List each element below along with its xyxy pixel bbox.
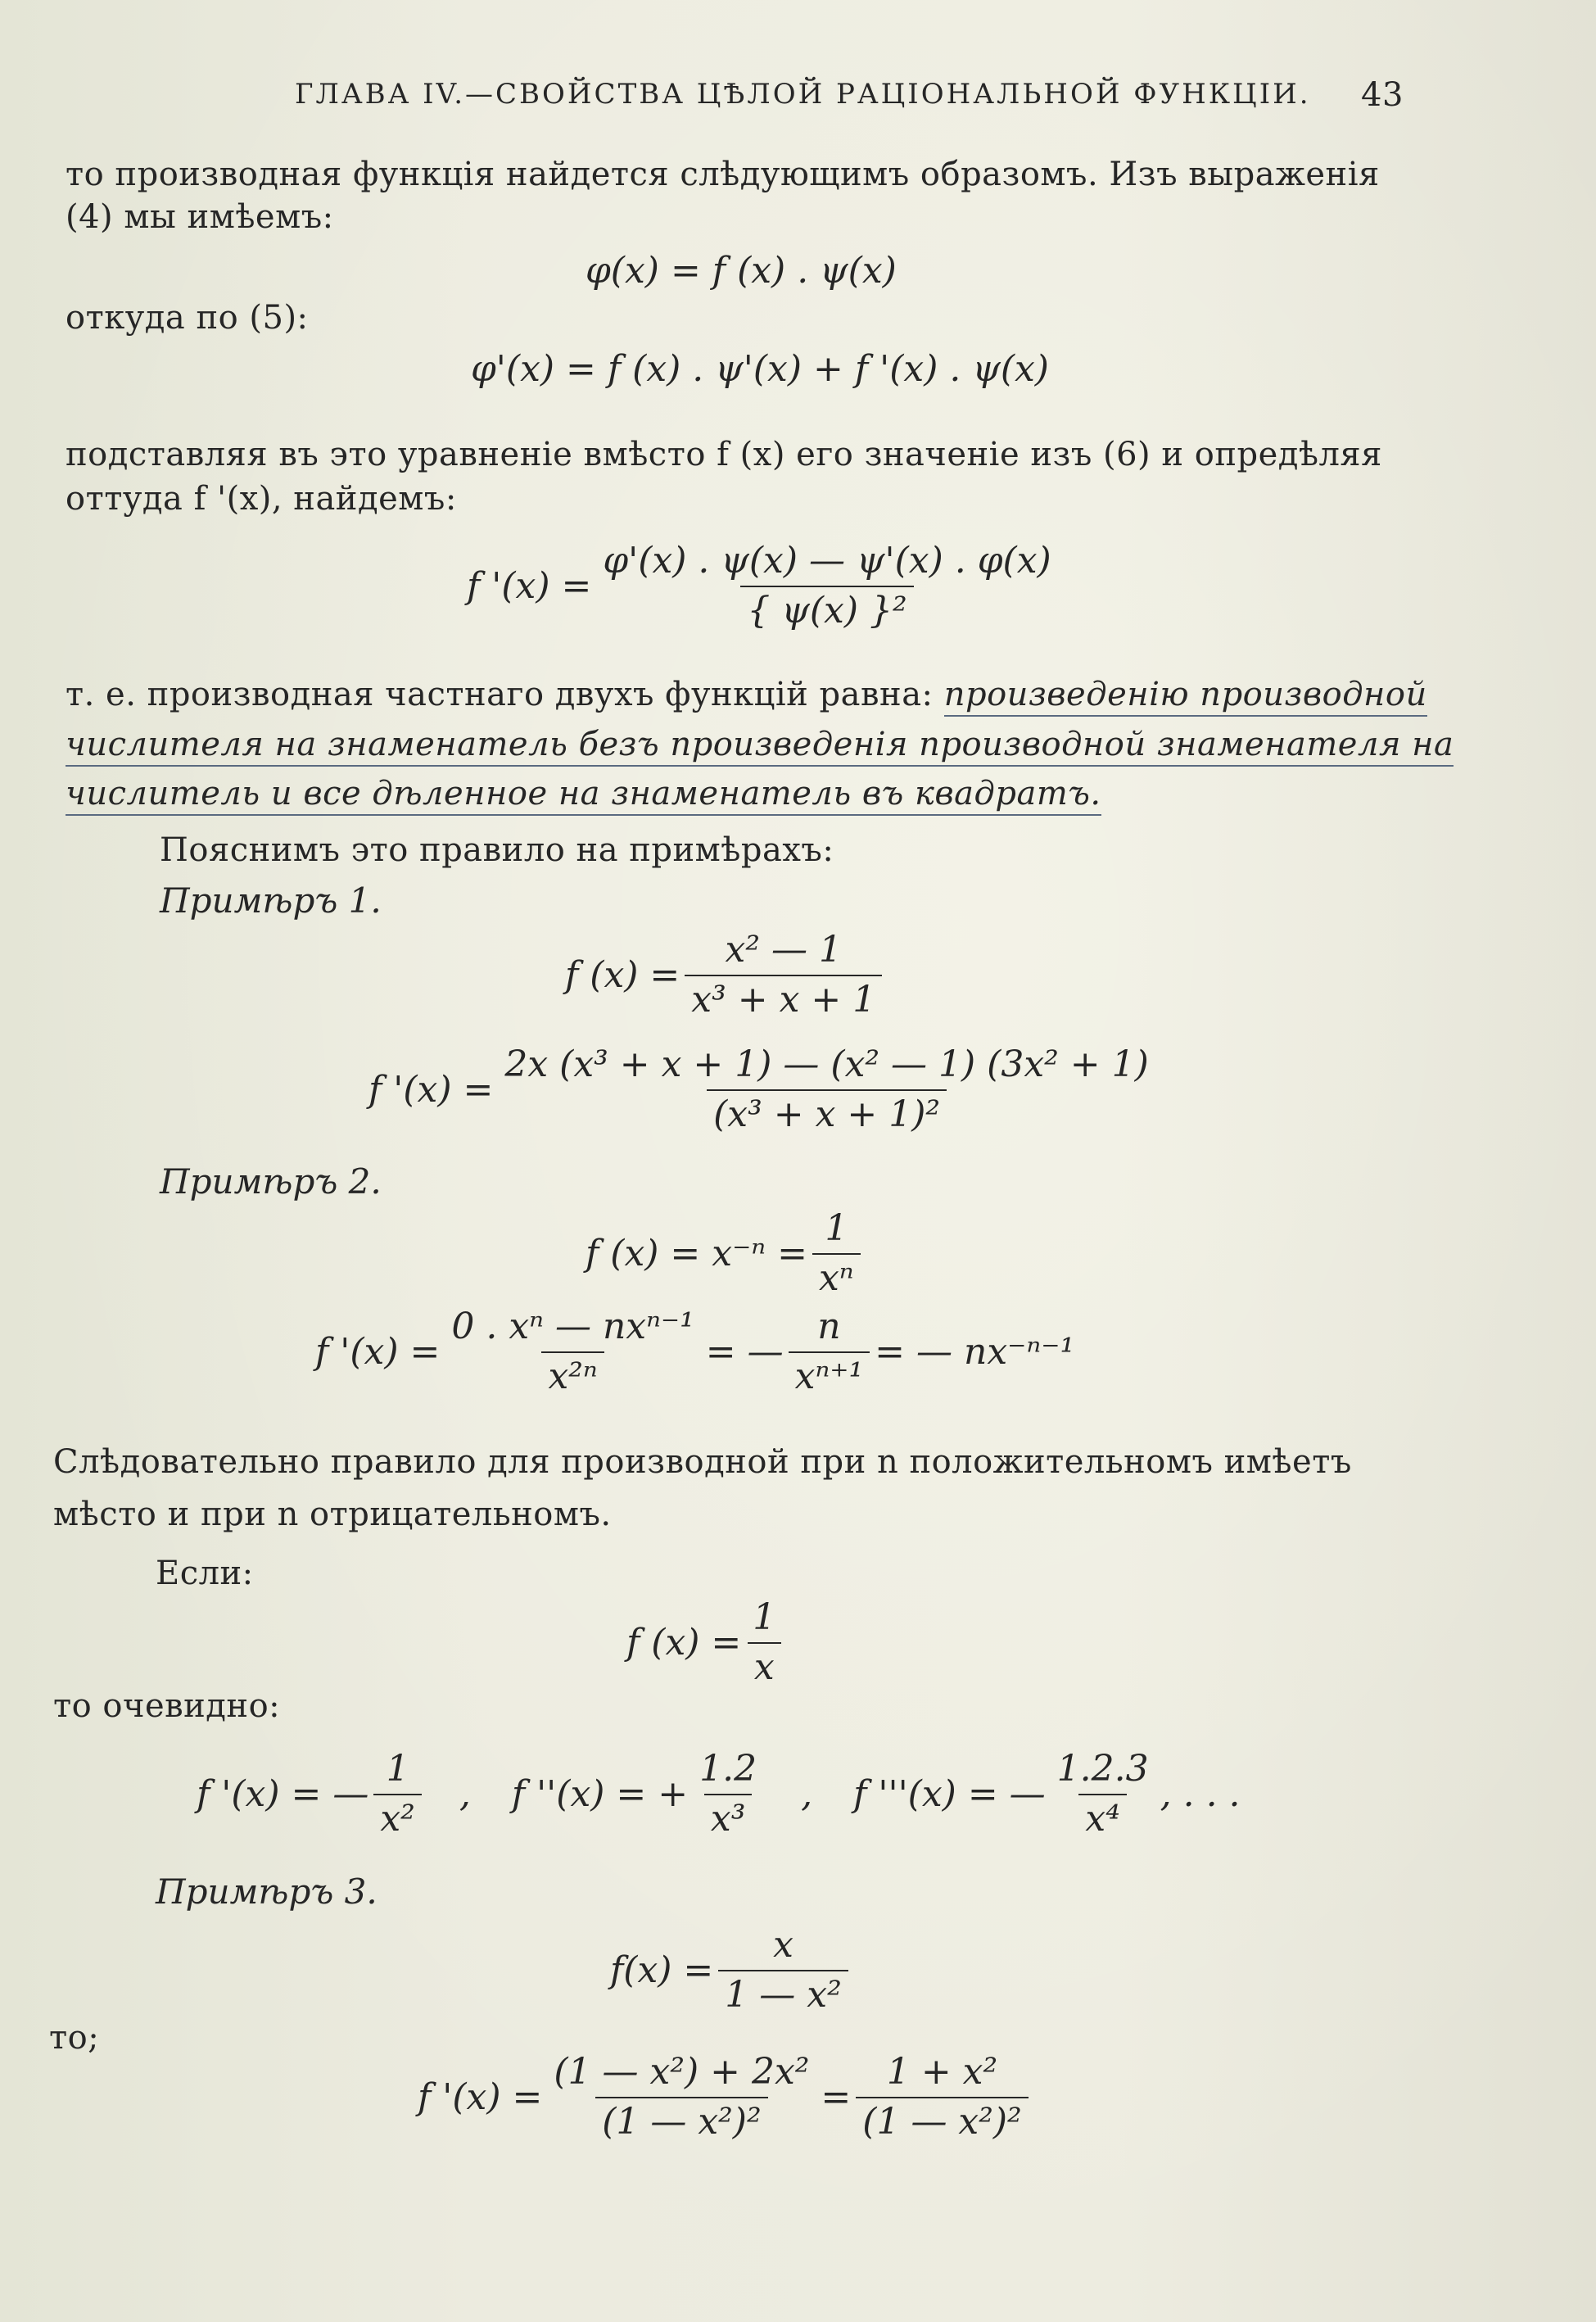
eq3-fraction: [596, 541, 1057, 631]
ex3-d-eq: =: [821, 2076, 852, 2119]
eq5-b-fraction: [693, 1749, 763, 1840]
ex3-f-lhs: f(x) =: [610, 1949, 714, 1992]
ex1-d-fraction: [498, 1044, 1155, 1135]
eq5-sep2: ,: [801, 1773, 813, 1816]
ex2-f-num: 1: [825, 1207, 848, 1249]
ex2-d-end: = — nx⁻ⁿ⁻¹: [875, 1331, 1075, 1374]
example3-d: [418, 2052, 1033, 2143]
eq4-den: x: [748, 1642, 781, 1689]
ex1-f-den: x³ + x + 1: [685, 975, 882, 1021]
eq4-lhs: f (x) =: [626, 1622, 742, 1664]
page-number: 43: [1361, 76, 1404, 114]
eq5-c-fraction: [1051, 1749, 1155, 1840]
ex3-f-num: x: [773, 1924, 793, 1966]
ex3-d-num1: (1 — x²) + 2x²: [554, 2051, 810, 2093]
para2: откуда по (5):: [66, 299, 309, 337]
example1-f: [565, 930, 887, 1021]
ex2-f-fraction: [812, 1208, 861, 1299]
rule-emph-3: числитель и все дѣленное на знаменатель въ квадратъ.: [66, 775, 1101, 816]
ex2-f-text: f (x) = x⁻ⁿ =: [586, 1233, 807, 1275]
example1-d: [368, 1044, 1160, 1135]
para5: то очевидно:: [53, 1687, 281, 1725]
ex3-d-fraction1: [547, 2052, 816, 2143]
ex3-d-den1: (1 — x²)²: [595, 2097, 767, 2143]
example1-label: Примѣръ 1.: [160, 880, 382, 921]
eq3-numerator: φ'(x) . ψ(x) — ψ'(x) . φ(x): [603, 540, 1051, 582]
para4-line2: мѣсто и при n отрицательномъ.: [53, 1496, 612, 1533]
equation-1: φ(x) = f (x) . ψ(x): [586, 250, 897, 292]
ex2-d-num1: 0 . xⁿ — nxⁿ⁻¹: [451, 1306, 694, 1347]
esli: Если:: [156, 1555, 254, 1592]
eq5-b-num: 1.2: [699, 1748, 757, 1790]
examples-intro: Пояснимъ это правило на примѣрахъ:: [160, 831, 834, 869]
eq5-a-den: x²: [373, 1794, 421, 1840]
eq5-a-lhs: f '(x) = —: [197, 1773, 369, 1816]
eq4-fraction: [746, 1597, 782, 1688]
ex2-d-den2: xⁿ⁺¹: [789, 1351, 870, 1398]
eq3-denominator: { ψ(x) }²: [740, 586, 913, 632]
rule-intro: т. е. производная частнаго двухъ функцій равна:: [66, 676, 934, 713]
rule-line2: [66, 726, 1454, 763]
example3-label: Примѣръ 3.: [156, 1872, 378, 1912]
rule-line3: [66, 775, 1101, 812]
eq5-c-lhs: f '''(x) = —: [853, 1773, 1046, 1816]
rule-line1: [66, 676, 1427, 713]
ex2-d-lhs: f '(x) =: [315, 1331, 441, 1374]
ex2-d-num2: n: [817, 1306, 841, 1347]
ex1-f-lhs: f (x) =: [565, 954, 680, 997]
para3-line2: оттуда f '(x), найдемъ:: [66, 480, 457, 518]
para1-line1: то производная функція найдется слѣдующимъ образомъ. Изъ выраженія: [66, 156, 1380, 193]
example2-d: [315, 1306, 1074, 1397]
ex3-d-fraction2: [856, 2052, 1028, 2143]
example2-f: [586, 1208, 866, 1299]
para3-line1: подставляя въ это уравненіе вмѣсто f (x) его значеніе изъ (6) и опредѣляя: [66, 436, 1382, 473]
equation-4: [626, 1597, 787, 1688]
equation-2: φ'(x) = f (x) . ψ'(x) + f '(x) . ψ(x): [471, 348, 1049, 390]
example3-f: [610, 1925, 853, 2016]
ex2-d-fraction1: [445, 1306, 700, 1397]
ex2-f-den: xⁿ: [812, 1253, 861, 1300]
eq5-b-den: x³: [704, 1794, 752, 1840]
eq3-lhs: f '(x) =: [467, 565, 592, 608]
example2-label: Примѣръ 2.: [160, 1161, 382, 1202]
eq5-a-num: 1: [386, 1748, 409, 1790]
ex3-f-fraction: [718, 1925, 848, 2016]
para4-line1: Слѣдовательно правило для производной при n положительномъ имѣетъ: [53, 1443, 1352, 1481]
eq5-b-lhs: f ''(x) = +: [511, 1773, 689, 1816]
rule-emph-2: числителя на знаменатель безъ произведенія производной знаменателя на: [66, 726, 1454, 767]
eq5-c-den: x⁴: [1078, 1794, 1126, 1840]
ex3-d-den2: (1 — x²)²: [856, 2097, 1028, 2143]
ex3-d-num2: 1 + x²: [886, 2051, 998, 2093]
ex1-f-fraction: [685, 930, 882, 1021]
ex1-d-num: 2x (x³ + x + 1) — (x² — 1) (3x² + 1): [504, 1043, 1149, 1085]
ex1-d-den: (x³ + x + 1)²: [707, 1089, 947, 1136]
rule-emph-1: произведенію производной: [944, 676, 1427, 717]
ex2-d-fraction2: [789, 1306, 870, 1397]
example3-to: то;: [49, 2019, 100, 2057]
running-header: ГЛАВА IV.—СВОЙСТВА ЦѢЛОЙ РАЦІОНАЛЬНОЙ ФУНКЦІИ.: [295, 78, 1311, 111]
ex3-d-lhs: f '(x) =: [418, 2076, 543, 2119]
eq5-sep1: ,: [459, 1773, 471, 1816]
ex2-d-den1: x²ⁿ: [541, 1351, 604, 1398]
ex2-d-mid: = —: [705, 1331, 784, 1374]
eq5-c-num: 1.2.3: [1056, 1748, 1149, 1790]
eq5-tail: , . . .: [1160, 1773, 1241, 1816]
ex1-d-lhs: f '(x) =: [368, 1069, 494, 1111]
eq5-a-fraction: [373, 1749, 421, 1840]
equation-3: [467, 541, 1063, 631]
equation-5: [197, 1749, 1241, 1840]
ex1-f-num: x² — 1: [725, 929, 842, 971]
eq4-num: 1: [753, 1596, 776, 1638]
para1-line2: (4) мы имѣемъ:: [66, 198, 334, 236]
ex3-f-den: 1 — x²: [718, 1970, 848, 2016]
